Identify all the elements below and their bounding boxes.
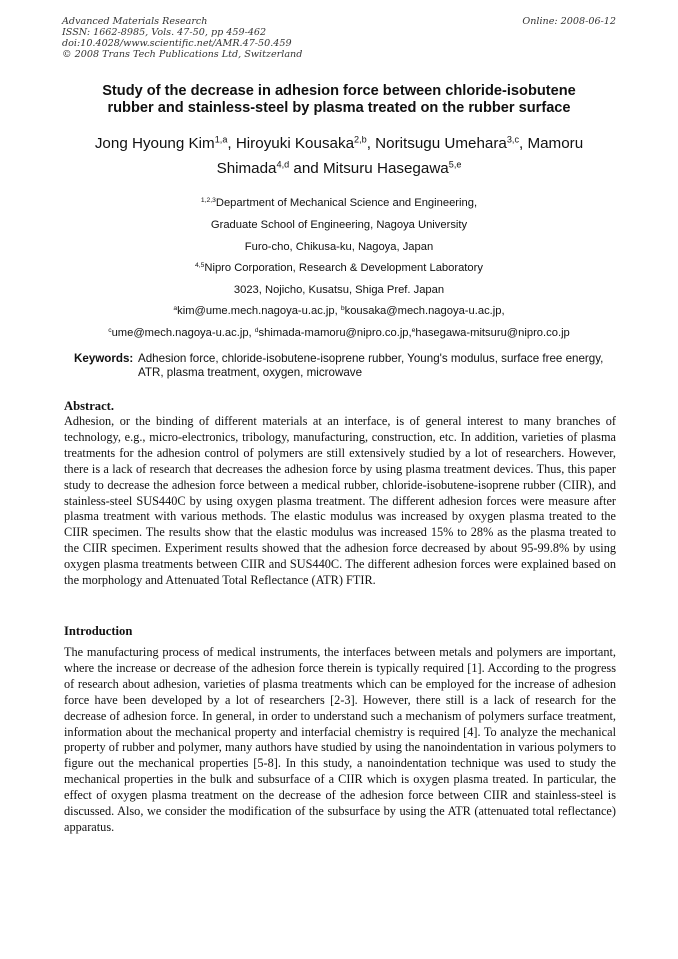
email-marker: d <box>254 326 259 334</box>
journal-header <box>62 16 302 60</box>
author-separator: , <box>227 135 236 152</box>
email-marker: e <box>411 326 416 334</box>
author-name: Mamoru Shimada <box>216 135 584 177</box>
author-affil-marker: 1,a <box>214 134 228 145</box>
affiliation-1-line-2: Graduate School of Engineering, Nagoya University <box>210 219 468 231</box>
abstract-heading: Abstract. <box>64 399 115 413</box>
email-line-1 <box>40 304 638 318</box>
author-affil-marker: 4,d <box>276 159 290 170</box>
paper-title <box>50 83 628 117</box>
email-marker: c <box>108 326 112 334</box>
affiliation-2-line-2: 3023, Nojicho, Kusatsu, Shiga Pref. Japan <box>233 284 445 296</box>
author-name: Hiroyuki Kousaka <box>235 135 355 152</box>
affiliation-marker: 1,2,3 <box>200 196 216 204</box>
email-marker: a <box>173 304 178 312</box>
email-address: shimada-mamoru@nipro.co.jp, <box>258 327 412 339</box>
affiliation-text: Department of Mechanical Science and Engineering, <box>215 197 478 209</box>
affiliation-1-line-1 <box>40 196 638 210</box>
author-affil-marker: 5,e <box>448 159 462 170</box>
email-address: kousaka@mech.nagoya-u.ac.jp, <box>344 305 505 317</box>
title-line-1: Study of the decrease in adhesion force between chloride-isobutene <box>102 83 576 99</box>
author-list <box>60 131 618 181</box>
author-name: Jong Hyoung Kim <box>94 135 215 152</box>
abstract-text: Adhesion, or the binding of different materials at an interface, is of general interest to many branches of technology, e.g., micro-electronics, tribology, manufacturing, construction, etc. In addition, varieties of plasma treatments for the adhesion control of polymers are still extensively studied by a lot of researchers. However, there is a lack of research that decreases the adhesion force by using plasma treatment devices. Thus, this paper study to decrease the adhesion force between a medical rubber, chloride-isobutene-isoprene rubber (CIIR), and stainless-steel SUS440C by using oxygen plasma treatment. The different adhesion forces were measure after plasma treatment with various methods. The elastic modulus was increased by oxygen plasma treated to the CIIR specimen. The results show that the elastic modulus was increased 15% to 28% as the plasma treated to the CIIR specimen. Experiment results showed that the adhesion force decreased by about 95-99.8% by using oxygen plasma treatments between CIIR and SUS440C. The different adhesion forces were explained based on the morphology and Attenuated Total Reflectance (ATR) FTIR. <box>64 414 616 588</box>
email-marker: b <box>340 304 345 312</box>
affiliation-text: Nipro Corporation, Research & Development Laboratory <box>204 262 483 274</box>
copyright-line: © 2008 Trans Tech Publications Ltd, Switzerland <box>62 49 303 60</box>
email-address: hasegawa-mitsuru@nipro.co.jp <box>415 327 570 339</box>
journal-name: Advanced Materials Research <box>62 16 208 27</box>
author-affil-marker: 3,c <box>506 134 519 145</box>
email-address: ume@mech.nagoya-u.ac.jp, <box>111 327 252 339</box>
doi-line: doi:10.4028/www.scientific.net/AMR.47-50.459 <box>62 38 292 49</box>
author-affil-marker: 2,b <box>354 134 367 145</box>
author-separator: , <box>519 135 528 152</box>
title-line-2: rubber and stainless-steel by plasma treated on the rubber surface <box>107 100 571 116</box>
affiliation-2-line-1 <box>40 261 638 275</box>
email-address: kim@ume.mech.nagoya-u.ac.jp, <box>177 305 338 317</box>
author-separator: and <box>289 160 323 177</box>
introduction-text: The manufacturing process of medical instruments, the interfaces between metals and polymers are important, where the increase or decrease of the adhesion force therein is typically required [1]. According to the progress of research about adhesion, varieties of plasma treatments which can be employed for the increase of adhesion force have been developed by a lot of researchers [2-3]. However, there still is a lack of research for the decrease of adhesion force. In general, in order to understand such a mechanism of polymers surface treatment, information about the mechanical property and interfacial chemistry is required [4]. To analyze the mechanical property of rubber and polymer, many authors have studied by using the nanoindentation in various polymers to figure out the mechanical properties [5-8]. In this study, a nanoindentation technique was used to study the mechanical properties in the bulk and subsurface of a CIIR which is oxygen plasma treated. In particular, the effect of oxygen plasma treatment on the decrease of the adhesion force between CIIR and stainless-steel is discussed. Also, we consider the modification of the subsurface by using the ATR (attenuated total reflectance) apparatus. <box>64 645 616 834</box>
online-date: Online: 2008-06-12 <box>522 16 616 27</box>
email-line-2 <box>40 326 638 340</box>
keywords-text: Adhesion force, chloride-isobutene-isoprene rubber, Young's modulus, surface free energy, ATR, plasma treatment, oxygen, microwave <box>138 352 604 379</box>
author-name: Noritsugu Umehara <box>375 135 507 152</box>
author-name: Mitsuru Hasegawa <box>322 160 449 177</box>
affiliation-marker: 4,5 <box>195 261 205 269</box>
author-separator: , <box>366 135 376 152</box>
introduction-heading: Introduction <box>64 624 133 638</box>
keywords-label: Keywords: <box>74 352 134 365</box>
affiliation-1-line-3: Furo-cho, Chikusa-ku, Nagoya, Japan <box>244 241 434 253</box>
issn-line: ISSN: 1662-8985, Vols. 47-50, pp 459-462 <box>62 27 267 38</box>
